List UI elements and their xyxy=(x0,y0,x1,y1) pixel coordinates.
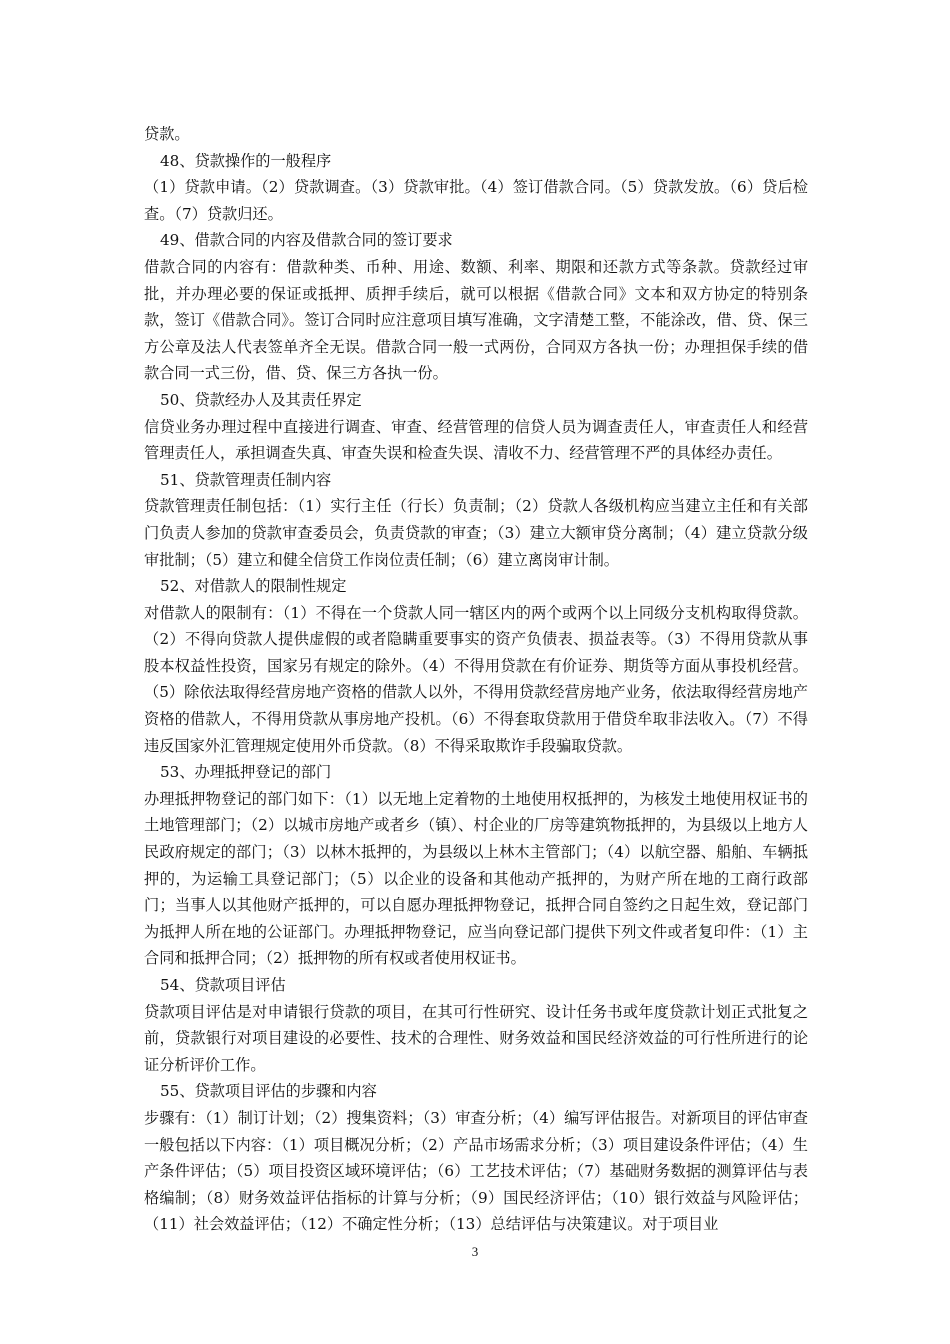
body-paragraph: 借款合同的内容有：借款种类、币种、用途、数额、利率、期限和还款方式等条款。贷款经过审批，并办理必要的保证或抵押、质押手续后，就可以根据《借款合同》文本和双方协定的特别条款，签订《借款合同》。签订合同时应注意项目填写准确，文字清楚工整，不能涂改，借、贷、保三方公章及法人代表签单齐全无误。借款合同一般一式两份，合同双方各执一份；办理担保手续的借款合同一式三份，借、贷、保三方各执一份。 xyxy=(144,257,808,383)
section-heading: 51、贷款管理责任制内容 xyxy=(160,470,332,489)
section-heading: 52、对借款人的限制性规定 xyxy=(160,577,347,596)
body-paragraph: 对借款人的限制有：（1）不得在一个贷款人同一辖区内的两个或两个以上同级分支机构取得贷款。（2）不得向贷款人提供虚假的或者隐瞒重要事实的资产负债表、损益表等。（3）不得用贷款从事股本权益性投资，国家另有规定的除外。（4）不得用贷款在有价证券、期货等方面从事投机经营。（5）除依法取得经营房地产资格的借款人以外，不得用贷款经营房地产业务，依法取得经营房地产资格的借款人，不得用贷款从事房地产投机。（6）不得套取贷款用于借贷牟取非法收入。（7）不得违反国家外汇管理规定使用外币贷款。（8）不得采取欺诈手段骗取贷款。 xyxy=(144,603,808,755)
body-paragraph: 贷款。 xyxy=(144,125,190,143)
page-number: 3 xyxy=(471,1244,479,1259)
section-heading: 54、贷款项目评估 xyxy=(160,976,286,994)
body-paragraph: 贷款项目评估是对申请银行贷款的项目，在其可行性研究、设计任务书或年度贷款计划正式批复之前，贷款银行对项目建设的必要性、技术的合理性、财务效益和国民经济效益的可行性所进行的论证分析评价工作。 xyxy=(144,1002,808,1074)
section-heading: 55、贷款项目评估的步骤和内容 xyxy=(160,1082,377,1101)
section-heading: 50、贷款经办人及其责任界定 xyxy=(160,390,362,409)
body-paragraph: 办理抵押物登记的部门如下：（1）以无地上定着物的土地使用权抵押的，为核发土地使用权证书的土地管理部门；（2）以城市房地产或者乡（镇）、村企业的厂房等建筑物抵押的，为县级以上地方人民政府规定的部门；（3）以林木抵押的，为县级以上林木主管部门；（4）以航空器、船舶、车辆抵押的，为运输工具登记部门；（5）以企业的设备和其他动产抵押的，为财产所在地的工商行政部门；当事人以其他财产抵押的，可以自愿办理抵押物登记，抵押合同自签约之日起生效，登记部门为抵押人所在地的公证部门。办理抵押物登记，应当向登记部门提供下列文件或者复印件：（1）主合同和抵押合同；（2）抵押物的所有权或者使用权证书。 xyxy=(144,789,808,968)
section-heading: 49、借款合同的内容及借款合同的签订要求 xyxy=(160,231,453,250)
section-heading: 48、贷款操作的一般程序 xyxy=(160,151,332,170)
body-paragraph: （1）贷款申请。（2）贷款调查。（3）贷款审批。（4）签订借款合同。（5）贷款发放。（6）贷后检查。（7）贷款归还。 xyxy=(144,178,808,223)
body-paragraph: 步骤有：（1）制订计划；（2）搜集资料；（3）审查分析；（4）编写评估报告。对新项目的评估审查一般包括以下内容：（1）项目概况分析；（2）产品市场需求分析；（3）项目建设条件评估；（4）生产条件评估；（5）项目投资区域环境评估；（6）工艺技术评估；（7）基础财务数据的测算评估与表格编制；（8）财务效益评估指标的计算与分析；（9）国民经济评估；（10）银行效益与风险评估；（11）社会效益评估；（12）不确定性分析；（13）总结评估与决策建议。对于项目业 xyxy=(144,1108,808,1234)
body-paragraph: 贷款管理责任制包括：（1）实行主任（行长）负责制；（2）贷款人各级机构应当建立主任和有关部门负责人参加的贷款审查委员会，负责贷款的审查；（3）建立大额审贷分离制；（4）建立贷款分级审批制；（5）建立和健全信贷工作岗位责任制；（6）建立离岗审计制。 xyxy=(144,497,808,569)
section-heading: 53、办理抵押登记的部门 xyxy=(160,763,332,782)
document-body xyxy=(144,121,808,1238)
body-paragraph: 信贷业务办理过程中直接进行调查、审查、经营管理的信贷人员为调查责任人，审查责任人和经营管理责任人，承担调查失真、审查失误和检查失误、清收不力、经营管理不严的具体经办责任。 xyxy=(144,417,808,463)
